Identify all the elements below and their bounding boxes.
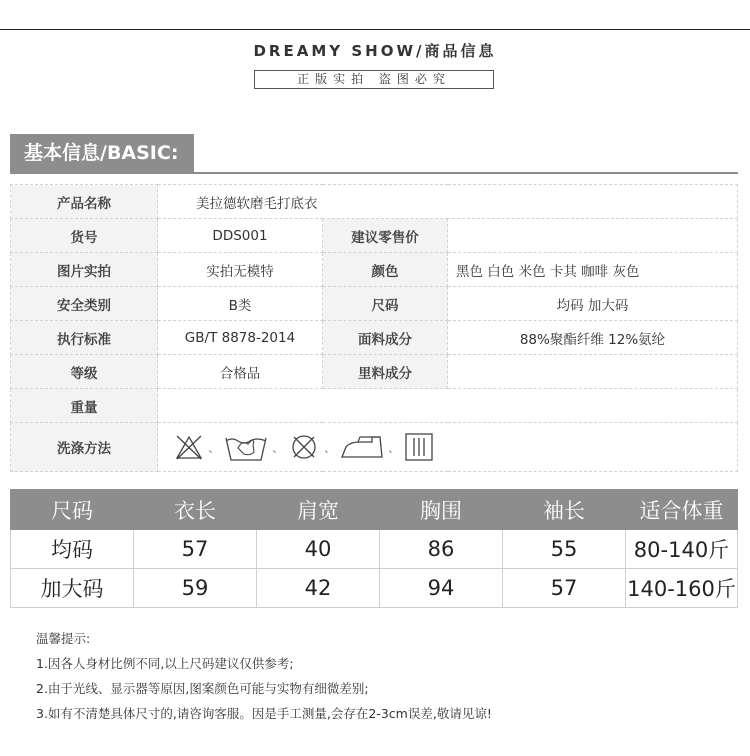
iron-icon <box>340 433 384 461</box>
icon-separator: 、 <box>387 440 400 455</box>
size-header-cell: 胸围 <box>380 490 503 530</box>
size-chart-table <box>10 489 738 608</box>
top-divider <box>0 29 750 30</box>
size-header-cell: 衣长 <box>134 490 257 530</box>
price-label: 建议零售价 <box>323 219 448 253</box>
info-row <box>11 287 738 321</box>
size-cell: 加大码 <box>11 569 134 608</box>
icon-separator: 、 <box>323 440 336 455</box>
size-header-cell: 肩宽 <box>257 490 380 530</box>
standard-label: 执行标准 <box>11 321 158 355</box>
note-line: 3.如有不清楚具体尺寸的,请咨询客服。因是手工测量,会存在2-3cm误差,敬请见谅! <box>36 706 492 721</box>
notes-title: 温馨提示: <box>36 631 91 646</box>
size-cell: 140-160斤 <box>626 569 738 608</box>
size-cell: 57 <box>503 569 626 608</box>
size-header-row <box>11 490 738 530</box>
wash-icons <box>158 432 737 462</box>
fabric-label: 面料成分 <box>323 321 448 355</box>
lining-label: 里料成分 <box>323 355 448 389</box>
icon-separator: 、 <box>271 440 284 455</box>
product-name-value: 美拉德软磨毛打底衣 <box>158 185 738 219</box>
fabric-value: 88%聚酯纤维 12%氨纶 <box>448 321 738 355</box>
price-value <box>448 219 738 253</box>
note-line: 1.因各人身材比例不同,以上尺码建议仅供参考; <box>36 656 294 671</box>
color-value: 黑色 白色 米色 卡其 咖啡 灰色 <box>448 253 738 287</box>
info-row <box>11 253 738 287</box>
size-cell: 40 <box>257 530 380 569</box>
wash-label: 洗涤方法 <box>11 423 158 472</box>
size-cell: 55 <box>503 530 626 569</box>
grade-value: 合格品 <box>158 355 323 389</box>
sku-label: 货号 <box>11 219 158 253</box>
note-line: 2.由于光线、显示器等原因,图案颜色可能与实物有细微差别; <box>36 681 369 696</box>
weight-label: 重量 <box>11 389 158 423</box>
safety-value: B类 <box>158 287 323 321</box>
size-cell: 42 <box>257 569 380 608</box>
info-row <box>11 355 738 389</box>
lining-value <box>448 355 738 389</box>
product-info-table <box>10 184 738 472</box>
no-bleach-icon <box>174 434 204 460</box>
size-cell: 86 <box>380 530 503 569</box>
section-divider <box>10 172 738 174</box>
photo-label: 图片实拍 <box>11 253 158 287</box>
size-header-cell: 适合体重 <box>626 490 738 530</box>
sku-value: DDS001 <box>158 219 323 253</box>
info-row <box>11 185 738 219</box>
notes-block <box>36 626 492 726</box>
size-cell: 80-140斤 <box>626 530 738 569</box>
no-tumble-dry-icon <box>288 432 320 462</box>
photo-value: 实拍无模特 <box>158 253 323 287</box>
safety-label: 安全类别 <box>11 287 158 321</box>
grade-label: 等级 <box>11 355 158 389</box>
section-title: 基本信息/BASIC: <box>10 134 194 172</box>
size-value: 均码 加大码 <box>448 287 738 321</box>
size-row <box>11 569 738 608</box>
slogan-box: 正版实拍 盗图必究 <box>254 70 494 89</box>
brand-title: DREAMY SHOW/商品信息 <box>253 42 497 60</box>
info-row <box>11 219 738 253</box>
size-header-cell: 尺码 <box>11 490 134 530</box>
size-row <box>11 530 738 569</box>
size-cell: 57 <box>134 530 257 569</box>
size-cell: 59 <box>134 569 257 608</box>
info-row <box>11 321 738 355</box>
icon-separator: 、 <box>207 440 220 455</box>
wash-icons-cell <box>158 423 738 472</box>
hand-wash-icon <box>224 432 268 462</box>
line-dry-icon <box>404 432 434 462</box>
info-row <box>11 423 738 472</box>
product-name-label: 产品名称 <box>11 185 158 219</box>
weight-value <box>158 389 738 423</box>
info-row <box>11 389 738 423</box>
size-header-cell: 袖长 <box>503 490 626 530</box>
size-cell: 94 <box>380 569 503 608</box>
color-label: 颜色 <box>323 253 448 287</box>
size-cell: 均码 <box>11 530 134 569</box>
size-label: 尺码 <box>323 287 448 321</box>
standard-value: GB/T 8878-2014 <box>158 321 323 355</box>
